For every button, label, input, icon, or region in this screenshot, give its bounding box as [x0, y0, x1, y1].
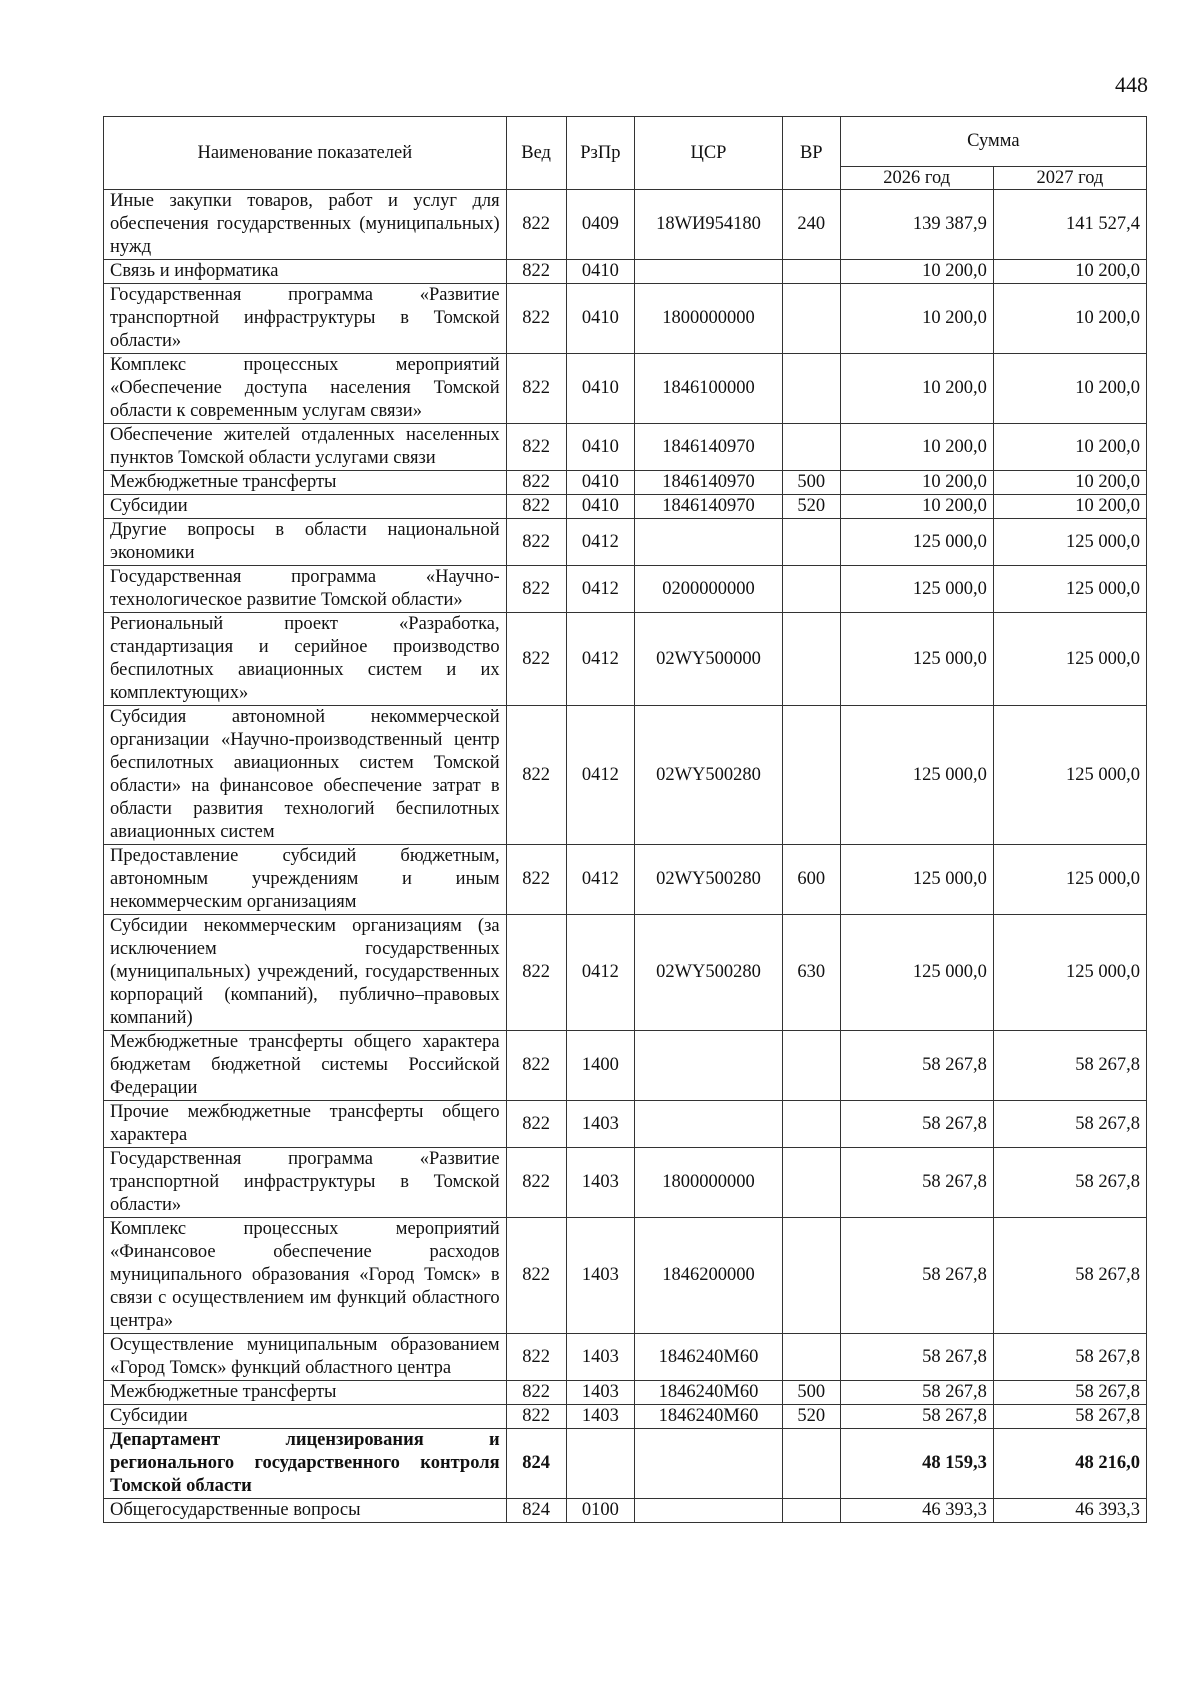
cell-amount-2027: 58 267,8	[993, 1148, 1146, 1218]
cell-vr: 630	[782, 915, 840, 1031]
cell-vr	[782, 566, 840, 613]
cell-csr: 1846240М60	[635, 1381, 783, 1405]
cell-amount-2027: 10 200,0	[993, 471, 1146, 495]
cell-amount-2026: 10 200,0	[840, 495, 993, 519]
cell-csr: 1846100000	[635, 354, 783, 424]
cell-vr	[782, 613, 840, 706]
table-body	[104, 190, 1147, 1523]
cell-vr	[782, 1334, 840, 1381]
cell-amount-2027: 125 000,0	[993, 613, 1146, 706]
table-row	[104, 1429, 1147, 1499]
cell-rzpr: 1403	[566, 1148, 635, 1218]
cell-name: Общегосударственные вопросы	[104, 1499, 507, 1523]
cell-ved: 822	[506, 1218, 566, 1334]
cell-amount-2027: 125 000,0	[993, 566, 1146, 613]
cell-amount-2026: 139 387,9	[840, 190, 993, 260]
table-row	[104, 566, 1147, 613]
cell-amount-2026: 58 267,8	[840, 1334, 993, 1381]
cell-amount-2027: 10 200,0	[993, 495, 1146, 519]
cell-rzpr: 1403	[566, 1218, 635, 1334]
cell-name: Другие вопросы в области национальной экономики	[104, 519, 507, 566]
cell-csr	[635, 260, 783, 284]
header-year-2027: 2027 год	[993, 167, 1146, 190]
cell-vr	[782, 284, 840, 354]
cell-amount-2026: 58 267,8	[840, 1031, 993, 1101]
cell-amount-2026: 58 267,8	[840, 1218, 993, 1334]
cell-name: Государственная программа «Развитие транспортной инфраструктуры в Томской области»	[104, 1148, 507, 1218]
cell-rzpr: 1403	[566, 1405, 635, 1429]
cell-rzpr: 0410	[566, 354, 635, 424]
cell-name: Государственная программа «Развитие транспортной инфраструктуры в Томской области»	[104, 284, 507, 354]
table-row	[104, 424, 1147, 471]
cell-rzpr	[566, 1429, 635, 1499]
cell-amount-2027: 58 267,8	[993, 1381, 1146, 1405]
cell-csr: 1800000000	[635, 284, 783, 354]
cell-vr	[782, 1101, 840, 1148]
cell-vr	[782, 706, 840, 845]
table-row	[104, 471, 1147, 495]
cell-csr	[635, 1499, 783, 1523]
cell-amount-2026: 125 000,0	[840, 845, 993, 915]
cell-rzpr: 0410	[566, 471, 635, 495]
cell-amount-2026: 58 267,8	[840, 1405, 993, 1429]
header-rzpr: РзПр	[566, 117, 635, 190]
cell-csr: 1846140970	[635, 495, 783, 519]
cell-rzpr: 0412	[566, 845, 635, 915]
cell-rzpr: 0410	[566, 260, 635, 284]
cell-csr: 02WY500000	[635, 613, 783, 706]
cell-ved: 822	[506, 190, 566, 260]
cell-rzpr: 1400	[566, 1031, 635, 1101]
header-sum: Сумма	[840, 117, 1146, 167]
table-row	[104, 284, 1147, 354]
cell-csr: 1846140970	[635, 471, 783, 495]
header-csr: ЦСР	[635, 117, 783, 190]
cell-amount-2027: 10 200,0	[993, 354, 1146, 424]
cell-amount-2027: 125 000,0	[993, 706, 1146, 845]
cell-ved: 822	[506, 915, 566, 1031]
cell-ved: 822	[506, 706, 566, 845]
table-row	[104, 190, 1147, 260]
table-row	[104, 915, 1147, 1031]
cell-vr	[782, 424, 840, 471]
cell-rzpr: 0410	[566, 424, 635, 471]
cell-ved: 822	[506, 471, 566, 495]
table-row	[104, 260, 1147, 284]
cell-csr: 0200000000	[635, 566, 783, 613]
cell-ved: 822	[506, 495, 566, 519]
cell-vr	[782, 1429, 840, 1499]
cell-ved: 822	[506, 260, 566, 284]
cell-amount-2027: 125 000,0	[993, 845, 1146, 915]
cell-ved: 822	[506, 284, 566, 354]
page-number: 448	[1115, 72, 1148, 97]
cell-csr: 02WY500280	[635, 915, 783, 1031]
cell-csr	[635, 1031, 783, 1101]
cell-vr	[782, 1148, 840, 1218]
table-row	[104, 1334, 1147, 1381]
cell-rzpr: 0412	[566, 613, 635, 706]
cell-amount-2026: 125 000,0	[840, 613, 993, 706]
header-name: Наименование показателей	[104, 117, 507, 190]
cell-name: Субсидия автономной некоммерческой организации «Научно-производственный центр беспилотных авиационных систем Томской области» на финансовое обеспечение затрат в области развития технологий беспилотных авиационных систем	[104, 706, 507, 845]
cell-vr: 500	[782, 471, 840, 495]
cell-vr	[782, 519, 840, 566]
table-row	[104, 1218, 1147, 1334]
table-row	[104, 519, 1147, 566]
cell-amount-2026: 48 159,3	[840, 1429, 993, 1499]
cell-ved: 822	[506, 1101, 566, 1148]
cell-rzpr: 0412	[566, 566, 635, 613]
cell-vr	[782, 1499, 840, 1523]
cell-name: Комплекс процессных мероприятий «Обеспечение доступа населения Томской области к современным услугам связи»	[104, 354, 507, 424]
cell-amount-2027: 58 267,8	[993, 1218, 1146, 1334]
cell-amount-2027: 10 200,0	[993, 260, 1146, 284]
cell-name: Предоставление субсидий бюджетным, автономным учреждениям и иным некоммерческим организациям	[104, 845, 507, 915]
cell-amount-2027: 10 200,0	[993, 284, 1146, 354]
table-row	[104, 495, 1147, 519]
cell-rzpr: 0412	[566, 519, 635, 566]
cell-ved: 822	[506, 1334, 566, 1381]
table-row	[104, 354, 1147, 424]
cell-name: Иные закупки товаров, работ и услуг для обеспечения государственных (муниципальных) нужд	[104, 190, 507, 260]
cell-csr	[635, 1101, 783, 1148]
cell-amount-2026: 58 267,8	[840, 1148, 993, 1218]
cell-amount-2026: 10 200,0	[840, 260, 993, 284]
cell-amount-2026: 10 200,0	[840, 354, 993, 424]
cell-amount-2027: 125 000,0	[993, 519, 1146, 566]
table-row	[104, 845, 1147, 915]
cell-csr: 1800000000	[635, 1148, 783, 1218]
table-row	[104, 613, 1147, 706]
cell-ved: 822	[506, 613, 566, 706]
cell-csr	[635, 1429, 783, 1499]
budget-table	[103, 116, 1147, 1523]
cell-amount-2026: 125 000,0	[840, 519, 993, 566]
cell-vr: 500	[782, 1381, 840, 1405]
cell-name: Региональный проект «Разработка, стандартизация и серийное производство беспилотных авиационных систем и их комплектующих»	[104, 613, 507, 706]
cell-amount-2026: 125 000,0	[840, 566, 993, 613]
cell-name: Субсидии	[104, 495, 507, 519]
cell-csr: 02WY500280	[635, 845, 783, 915]
cell-vr: 600	[782, 845, 840, 915]
cell-name: Связь и информатика	[104, 260, 507, 284]
cell-rzpr: 1403	[566, 1381, 635, 1405]
header-vr: ВР	[782, 117, 840, 190]
cell-ved: 824	[506, 1429, 566, 1499]
cell-amount-2027: 141 527,4	[993, 190, 1146, 260]
cell-rzpr: 0410	[566, 495, 635, 519]
cell-ved: 822	[506, 424, 566, 471]
cell-vr: 240	[782, 190, 840, 260]
header-ved: Вед	[506, 117, 566, 190]
cell-name: Межбюджетные трансферты	[104, 1381, 507, 1405]
cell-rzpr: 0409	[566, 190, 635, 260]
table-row	[104, 1381, 1147, 1405]
cell-name: Комплекс процессных мероприятий «Финансовое обеспечение расходов муниципального образования «Город Томск» в связи с осуществлением им функций областного центра»	[104, 1218, 507, 1334]
cell-amount-2026: 125 000,0	[840, 915, 993, 1031]
cell-amount-2026: 10 200,0	[840, 424, 993, 471]
cell-rzpr: 0412	[566, 915, 635, 1031]
cell-vr: 520	[782, 495, 840, 519]
cell-amount-2026: 58 267,8	[840, 1101, 993, 1148]
cell-name: Прочие межбюджетные трансферты общего характера	[104, 1101, 507, 1148]
cell-rzpr: 1403	[566, 1334, 635, 1381]
table-row	[104, 1405, 1147, 1429]
cell-csr: 18WИ954180	[635, 190, 783, 260]
cell-ved: 822	[506, 519, 566, 566]
cell-rzpr: 1403	[566, 1101, 635, 1148]
cell-rzpr: 0410	[566, 284, 635, 354]
cell-csr: 1846200000	[635, 1218, 783, 1334]
cell-vr: 520	[782, 1405, 840, 1429]
cell-amount-2027: 58 267,8	[993, 1031, 1146, 1101]
cell-ved: 822	[506, 1405, 566, 1429]
cell-name: Межбюджетные трансферты	[104, 471, 507, 495]
table-row	[104, 706, 1147, 845]
cell-amount-2027: 58 267,8	[993, 1334, 1146, 1381]
cell-vr	[782, 1218, 840, 1334]
table-row	[104, 1101, 1147, 1148]
cell-amount-2027: 48 216,0	[993, 1429, 1146, 1499]
cell-ved: 822	[506, 566, 566, 613]
cell-amount-2026: 58 267,8	[840, 1381, 993, 1405]
cell-amount-2026: 125 000,0	[840, 706, 993, 845]
cell-name: Государственная программа «Научно-технологическое развитие Томской области»	[104, 566, 507, 613]
cell-csr: 1846240М60	[635, 1405, 783, 1429]
cell-amount-2026: 46 393,3	[840, 1499, 993, 1523]
cell-amount-2027: 10 200,0	[993, 424, 1146, 471]
cell-csr: 1846240М60	[635, 1334, 783, 1381]
cell-csr: 02WY500280	[635, 706, 783, 845]
cell-ved: 822	[506, 845, 566, 915]
cell-ved: 822	[506, 1148, 566, 1218]
table-row	[104, 1031, 1147, 1101]
table-row	[104, 1499, 1147, 1523]
cell-amount-2026: 10 200,0	[840, 471, 993, 495]
cell-amount-2027: 46 393,3	[993, 1499, 1146, 1523]
cell-name: Департамент лицензирования и регионального государственного контроля Томской области	[104, 1429, 507, 1499]
cell-amount-2027: 58 267,8	[993, 1405, 1146, 1429]
cell-name: Осуществление муниципальным образованием «Город Томск» функций областного центра	[104, 1334, 507, 1381]
cell-amount-2027: 125 000,0	[993, 915, 1146, 1031]
cell-rzpr: 0100	[566, 1499, 635, 1523]
cell-ved: 822	[506, 1031, 566, 1101]
cell-ved: 822	[506, 1381, 566, 1405]
cell-ved: 824	[506, 1499, 566, 1523]
cell-name: Субсидии	[104, 1405, 507, 1429]
table-row	[104, 1148, 1147, 1218]
cell-vr	[782, 354, 840, 424]
cell-name: Межбюджетные трансферты общего характера бюджетам бюджетной системы Российской Федерации	[104, 1031, 507, 1101]
cell-ved: 822	[506, 354, 566, 424]
cell-name: Субсидии некоммерческим организациям (за исключением государственных (муниципальных) учреждений, государственных корпораций (компаний), публично–правовых компаний)	[104, 915, 507, 1031]
cell-rzpr: 0412	[566, 706, 635, 845]
cell-amount-2027: 58 267,8	[993, 1101, 1146, 1148]
cell-csr: 1846140970	[635, 424, 783, 471]
cell-vr	[782, 260, 840, 284]
cell-name: Обеспечение жителей отдаленных населенных пунктов Томской области услугами связи	[104, 424, 507, 471]
cell-amount-2026: 10 200,0	[840, 284, 993, 354]
header-year-2026: 2026 год	[840, 167, 993, 190]
cell-csr	[635, 519, 783, 566]
cell-vr	[782, 1031, 840, 1101]
